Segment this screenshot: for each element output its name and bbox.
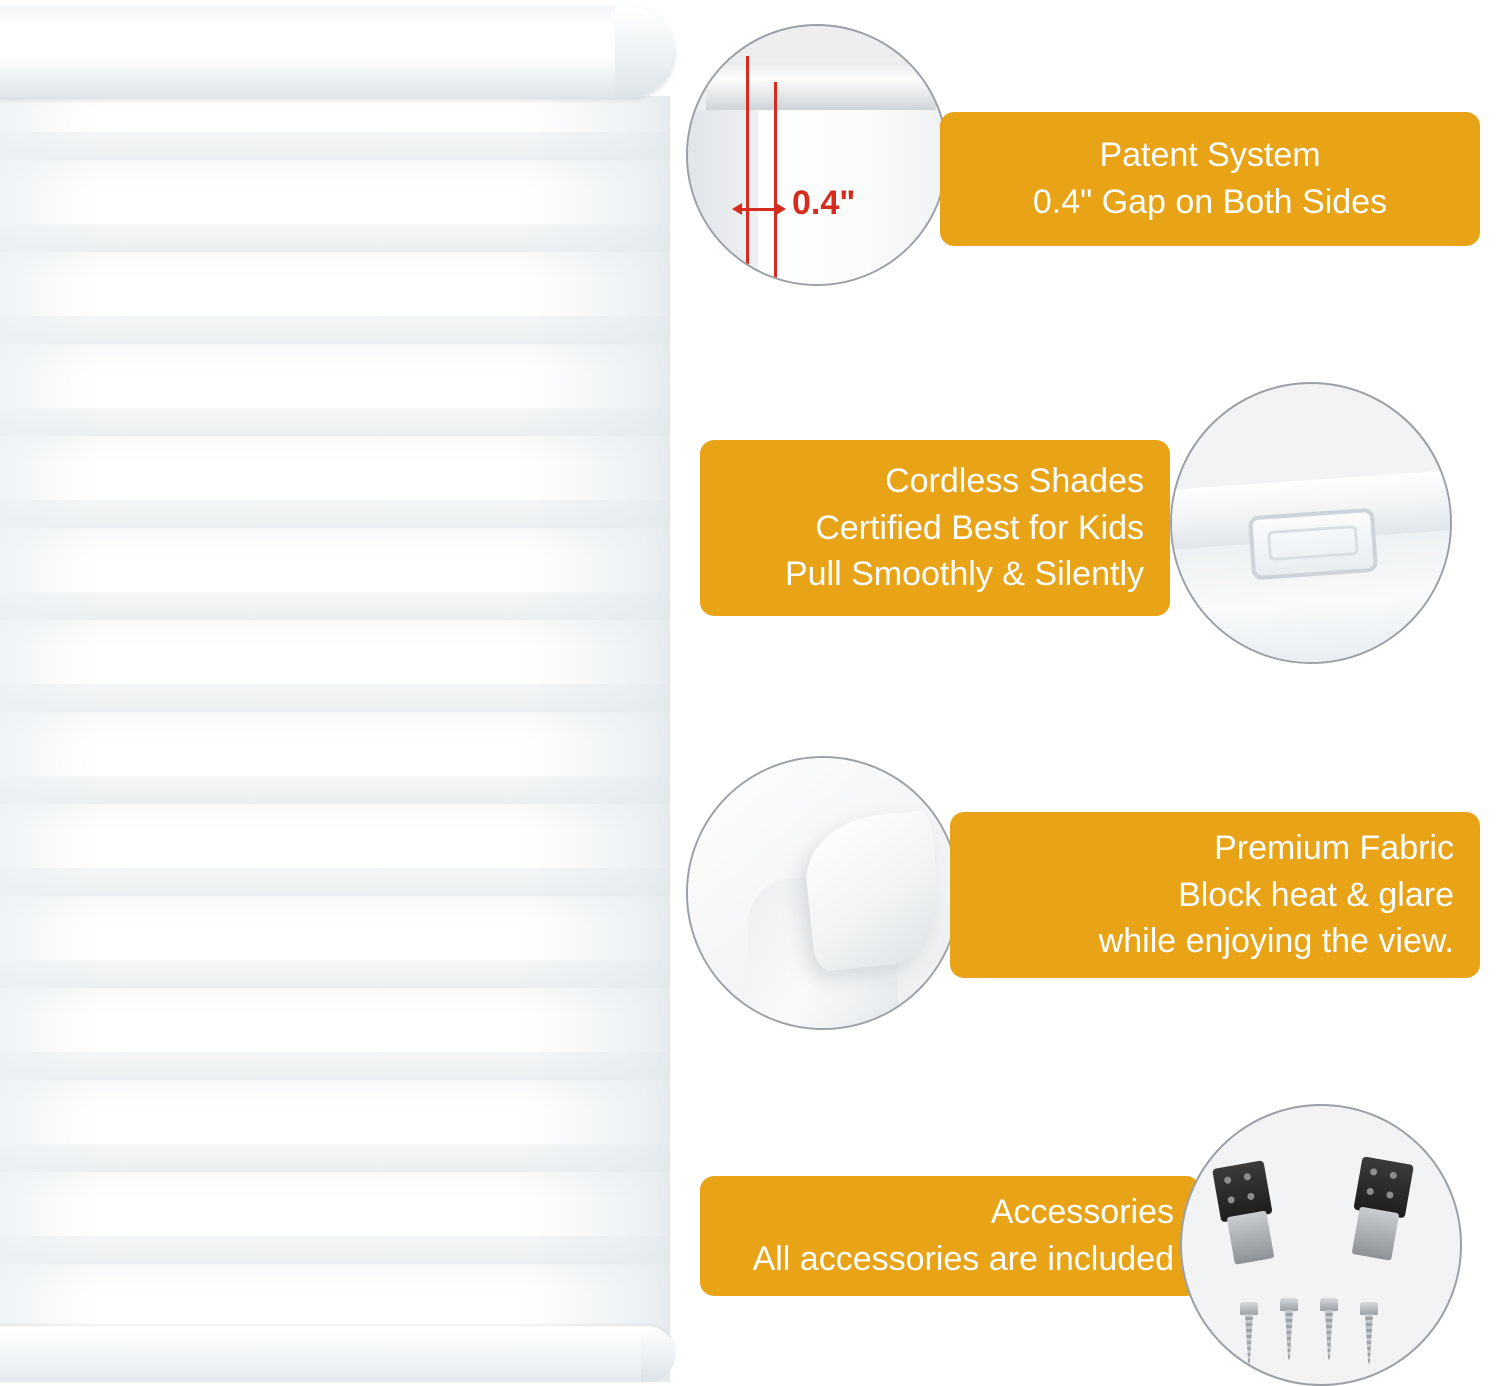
- shade-bottom-rail: [0, 1326, 675, 1382]
- cordless-handle-photo: [1170, 382, 1452, 664]
- accessories-callout: [700, 1176, 1200, 1296]
- callout-line: while enjoying the view.: [1098, 922, 1454, 961]
- premium-fabric-callout: [950, 812, 1480, 978]
- shade-fabric: [0, 96, 670, 1382]
- callout-line: Accessories: [990, 1193, 1174, 1232]
- screw: [1240, 1302, 1258, 1364]
- headrail-end-cap: [615, 6, 675, 98]
- accessories-photo: [1180, 1104, 1462, 1386]
- callout-line: Block heat & glare: [1178, 875, 1454, 914]
- screw: [1360, 1302, 1378, 1364]
- callout-line: 0.4" Gap on Both Sides: [1032, 183, 1388, 221]
- screw: [1280, 1298, 1298, 1360]
- screw: [1320, 1298, 1338, 1360]
- callout-line: Cordless Shades: [885, 461, 1144, 500]
- callout-line: Certified Best for Kids: [815, 508, 1144, 547]
- shade-headrail: [0, 6, 675, 98]
- mounting-bracket-right: [1346, 1156, 1414, 1260]
- callout-line: Pull Smoothly & Silently: [784, 555, 1144, 594]
- callout-line: Patent System: [1099, 136, 1321, 175]
- patent-system-callout: [940, 112, 1480, 246]
- mounting-bracket-left: [1212, 1160, 1280, 1264]
- product-image: [0, 0, 690, 1382]
- photo-headrail: [706, 62, 936, 111]
- gap-measurement-label: 0.4": [792, 184, 856, 222]
- premium-fabric-photo: [686, 756, 960, 1030]
- photo-pull-handle: [1248, 508, 1378, 581]
- measure-line-right: [774, 82, 777, 284]
- callout-line: Premium Fabric: [1214, 828, 1454, 867]
- cordless-shades-callout: [700, 440, 1170, 616]
- measure-arrow-icon: [732, 202, 786, 216]
- patent-system-photo: [686, 24, 948, 286]
- measure-line-left: [746, 56, 749, 284]
- callout-line: All accessories are included: [752, 1240, 1174, 1278]
